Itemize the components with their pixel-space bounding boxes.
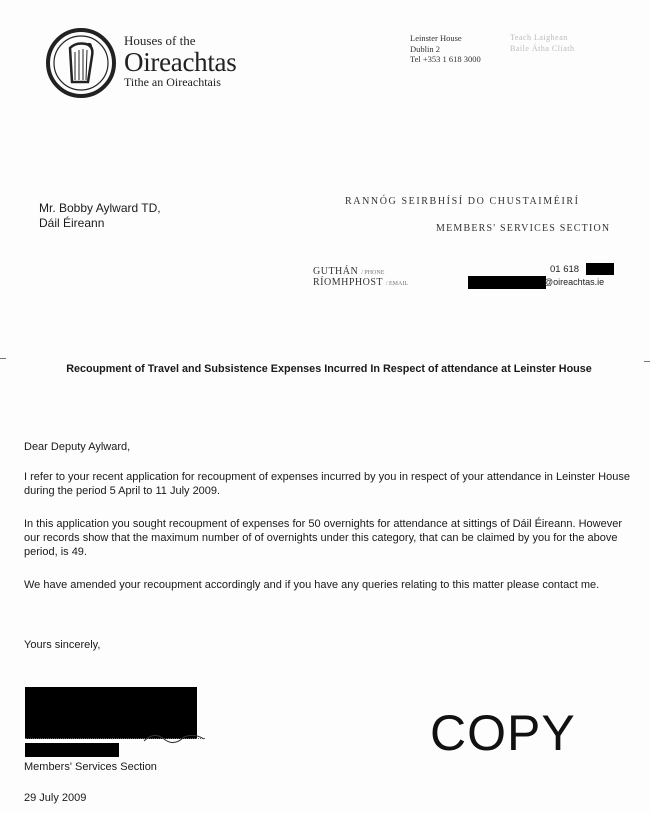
org-name-main: Oireachtas xyxy=(124,47,237,77)
signature-section: Members' Services Section xyxy=(24,761,157,773)
body-paragraph-1: I refer to your recent application for recoupment of expenses incurred by you in respect of your attendance in Leinster House during the period 5 April to 11 July 2009. xyxy=(24,471,630,497)
oireachtas-harp-logo xyxy=(46,28,116,98)
letter-date: 29 July 2009 xyxy=(24,792,87,804)
recipient-name: Mr. Bobby Aylward TD, xyxy=(39,201,161,215)
org-name-top: Houses of the xyxy=(124,33,196,48)
email-domain: @oireachtas.ie xyxy=(544,277,605,287)
email-label-english: / EMAIL xyxy=(385,281,409,287)
email-redaction xyxy=(468,276,546,289)
address-line: Leinster House xyxy=(410,33,462,43)
copy-stamp: COPY xyxy=(430,705,576,761)
address-line-irish: Baile Átha Cliath xyxy=(510,43,575,53)
signature-scribble xyxy=(140,727,210,747)
address-line-irish: Teach Laighean xyxy=(510,33,568,42)
letter-subject: Recoupment of Travel and Subsistence Expenses Incurred In Respect of attendance at Leinster House xyxy=(66,363,592,375)
address-line: Tel +353 1 618 3000 xyxy=(410,54,481,64)
scan-edge-mark xyxy=(644,361,650,362)
phone-redaction xyxy=(586,263,614,275)
recipient-block xyxy=(39,201,161,231)
scan-edge-mark xyxy=(0,358,6,359)
organisation-name-block xyxy=(124,34,236,89)
address-block-irish xyxy=(510,33,575,54)
section-name-english: MEMBERS' SERVICES SECTION xyxy=(436,223,611,234)
section-name-irish: RANNÓG SEIRBHÍSÍ DO CHUSTAIMÉIRÍ xyxy=(345,196,580,207)
phone-label-english: / PHONE xyxy=(361,270,385,276)
signature-name-redaction xyxy=(25,743,119,757)
recipient-location: Dáil Éireann xyxy=(39,216,105,230)
phone-number: 01 618 xyxy=(550,264,580,275)
salutation: Dear Deputy Aylward, xyxy=(24,441,131,453)
phone-label: GUTHÁN xyxy=(313,266,359,277)
email-label: RÍOMHPHOST xyxy=(313,277,383,288)
body-paragraph-2: In this application you sought recoupment of expenses for 50 overnights for attendance at sittings of Dáil Éireann. However our records show that the maximum number of of overnights under this category, that can be claimed by you for the above period, is 49. xyxy=(24,518,623,558)
org-name-irish: Tithe an Oireachtais xyxy=(124,75,221,89)
body-paragraph-3: We have amended your recoupment accordingly and if you have any queries relating to this matter please contact me. xyxy=(24,579,600,591)
address-line: Dublin 2 xyxy=(410,43,440,54)
contact-labels xyxy=(313,267,408,289)
closing: Yours sincerely, xyxy=(24,639,101,651)
address-block xyxy=(410,33,481,65)
